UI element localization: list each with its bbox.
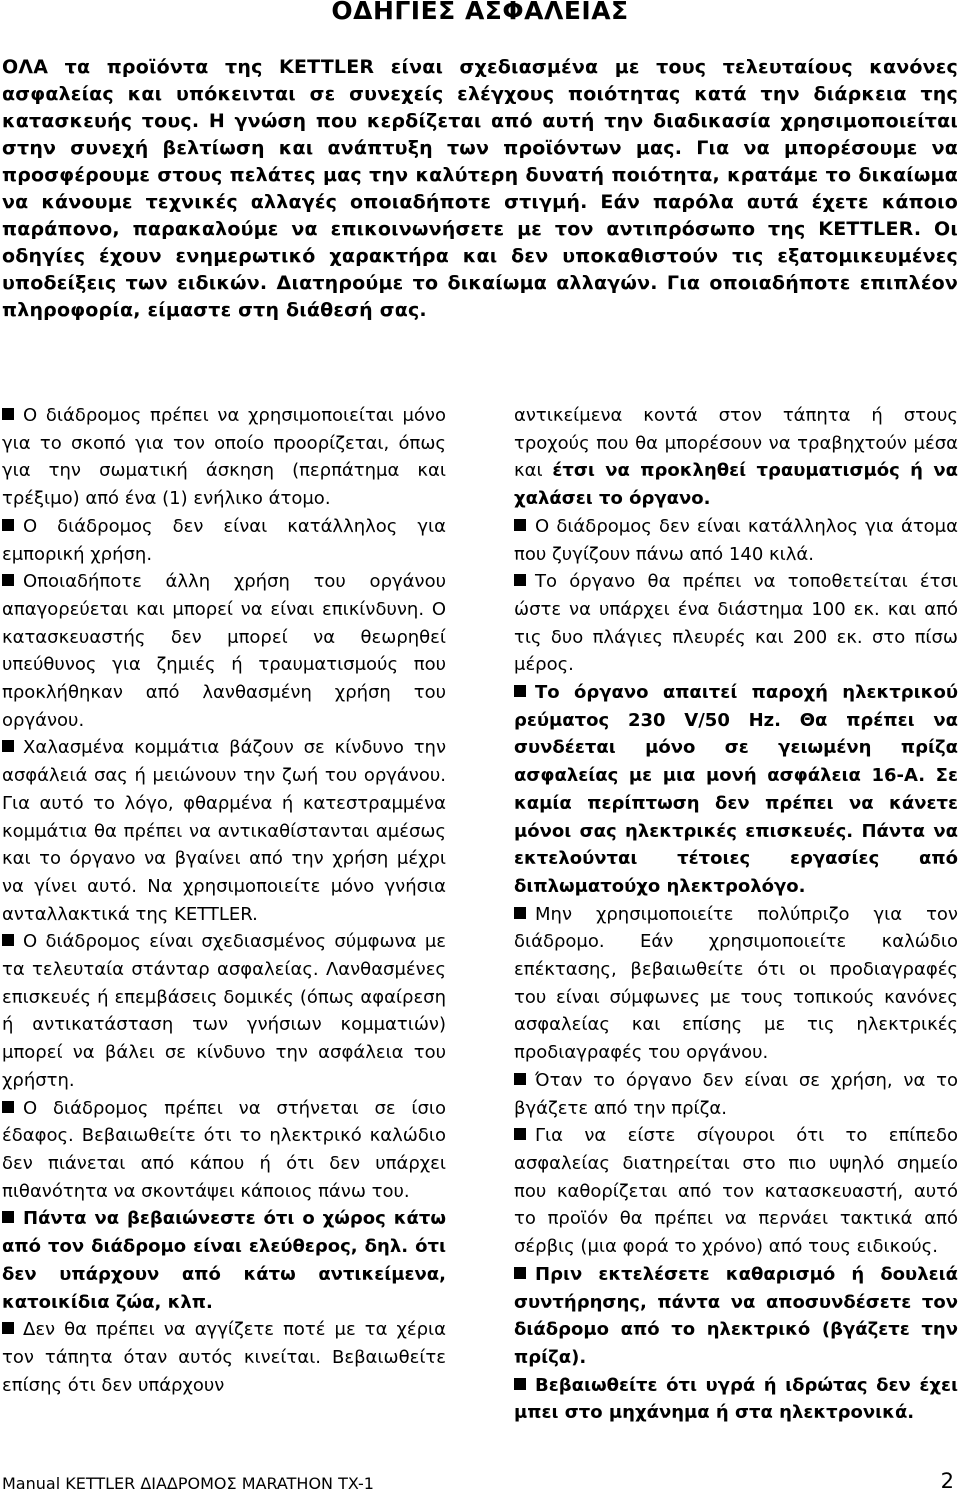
safety-item-bold-text: Το όργανο απαιτεί παροχή ηλεκτρικού ρεύματος 230 V/50 Hz. Θα πρέπει να συνδέεται μόνο σε γειωμένη πρίζα ασφαλείας με μια μονή ασφάλεια 16-A. Σε καμία περίπτωση δεν πρέπει να κάνετε μόνοι σας ηλεκτρικές επισκευές. Πάντα να εκτελούνται τέτοιες εργασίες από διπλωματούχο ηλεκτρολόγο. [514, 682, 958, 897]
safety-item [2, 1095, 446, 1206]
safety-item-text: Μην χρησιμοποιείτε πολύπριζο για τον διάδρομο. Εάν χρησιμοποιείτε καλώδιο επέκτασης, βεβαιωθείτε ότι οι προδιαγραφές του είναι σύμφωνες με τους τοπικούς κανόνες ασφαλείας και επίσης με τις ηλεκτρικές προδιαγραφές του οργάνου. [514, 903, 958, 1064]
safety-item [2, 568, 446, 734]
square-bullet-icon [514, 519, 526, 531]
page-number: 2 [940, 1469, 954, 1493]
safety-item [2, 1205, 446, 1316]
left-column [2, 402, 446, 1399]
safety-item [514, 1067, 958, 1122]
square-bullet-icon [2, 1101, 14, 1113]
safety-item [514, 513, 958, 568]
safety-item [514, 568, 958, 679]
safety-item [514, 679, 958, 901]
square-bullet-icon [514, 1128, 526, 1140]
square-bullet-icon [514, 1378, 526, 1390]
safety-item [514, 1122, 958, 1261]
safety-item [514, 1372, 958, 1427]
square-bullet-icon [514, 574, 526, 586]
square-bullet-icon [2, 519, 14, 531]
intro-paragraph: ΟΛΑ τα προϊόντα της KETTLER είναι σχεδιασμένα με τους τελευταίους κανόνες ασφαλείας και υπόκεινται σε συνεχείς ελέγχους ποιότητας κατά την διάρκεια της κατασκευής τους. Η γνώση που κερδίζεται από αυτή την διαδικασία χρησιμοποιείται στην συνεχή βελτίωση και ανάπτυξη των προϊόντων μας. Για να μπορέσουμε να προσφέρουμε στους πελάτες μας την καλύτερη δυνατή ποιότητα, κρατάμε το δικαίωμα να κάνουμε τεχνικές αλλαγές οποιαδήποτε στιγμή. Εάν παρόλα αυτά έχετε κάποιο παράπονο, παρακαλούμε να επικοινωνήσετε με τον αντιπρόσωπο της KETTLER. Οι οδηγίες έχουν ενημερωτικό χαρακτήρα και δεν υποκαθιστούν τις εξατομικευμένες υποδείξεις των ειδικών. Διατηρούμε το δικαίωμα αλλαγών. Για οποιαδήποτε επιπλέον πληροφορία, είμαστε στη διάθεσή σας. [2, 56, 958, 321]
right-column [514, 402, 958, 1427]
safety-item [2, 734, 446, 928]
safety-item [2, 402, 446, 513]
safety-item [514, 1261, 958, 1372]
safety-item-text: Δεν θα πρέπει να αγγίζετε ποτέ με τα χέρια τον τάπητα όταν αυτός κινείται. Βεβαιωθείτε επίσης ότι δεν υπάρχουν [2, 1319, 446, 1396]
safety-item-text: Ο διάδρομος πρέπει να χρησιμοποιείται μόνο για το σκοπό για τον οποίο προορίζεται, όπως για την σωματική άσκηση (περπάτημα και τρέξιμο) από ένα (1) ενήλικο άτομο. [2, 405, 446, 510]
square-bullet-icon [2, 934, 14, 946]
safety-item [514, 402, 958, 513]
safety-item-text: Οποιαδήποτε άλλη χρήση του οργάνου απαγορεύεται και μπορεί να είναι επικίνδυνη. Ο κατασκευαστής δεν μπορεί να θεωρηθεί υπεύθυνος για ζημιές ή τραυματισμούς που προκλήθηκαν από λανθασμένη χρήση του οργάνου. [2, 571, 446, 731]
square-bullet-icon [2, 1211, 14, 1223]
safety-item [514, 901, 958, 1067]
safety-item-text: Ο διάδρομος πρέπει να στήνεται σε ίσιο έδαφος. Βεβαιωθείτε ότι το ηλεκτρικό καλώδιο δεν πιάνεται από κάπου ή ότι δεν υπάρχει πιθανότητα να σκοντάψει κάποιος πάνω του. [2, 1097, 446, 1202]
square-bullet-icon [2, 740, 14, 752]
safety-item-text: Ο διάδρομος δεν είναι κατάλληλος για εμπορική χρήση. [2, 515, 446, 565]
safety-item-bold-text: έτσι να προκληθεί τραυματισμός ή να χαλάσει το όργανο. [514, 460, 958, 510]
safety-item-text: Ο διάδρομος είναι σχεδιασμένος σύμφωνα με τα τελευταία στάνταρ ασφαλείας. Λανθασμένες επισκευές ή επεμβάσεις δομικές (όπως αφαίρεση ή αντικατάσταση των γνήσιων κομματιών) μπορεί να βάλει σε κίνδυνο την ασφάλεια του χρήστη. [2, 931, 446, 1091]
safety-item-bold-text: Βεβαιωθείτε ότι υγρά ή ιδρώτας δεν έχει μπει στο μηχάνημα ή στα ηλεκτρονικά. [514, 1374, 958, 1424]
safety-item-text: Το όργανο θα πρέπει να τοποθετείται έτσι ώστε να υπάρχει ένα διάστημα 100 εκ. και από τις δυο πλάγιες πλευρές και 200 εκ. στο πίσω μέρος. [514, 571, 958, 676]
safety-item-text: Ο διάδρομος δεν είναι κατάλληλος για άτομα που ζυγίζουν πάνω από 140 κιλά. [514, 515, 958, 565]
square-bullet-icon [2, 1322, 14, 1334]
safety-item [2, 513, 446, 568]
page-title: ΟΔΗΓΙΕΣ ΑΣΦΑΛΕΙΑΣ [331, 0, 629, 25]
safety-item-text: αντικείμενα κοντά στον τάπητα ή στους τροχούς που θα μπορέσουν να τραβηχτούν μέσα και [514, 405, 958, 482]
safety-item-text: Χαλασμένα κομμάτια βάζουν σε κίνδυνο την ασφάλειά σας ή μειώνουν την ζωή του οργάνου. Για αυτό το λόγο, φθαρμένα ή κατεστραμμένα κομμάτια θα πρέπει να αντικαθίστανται αμέσως και το όργανο να βγαίνει από την χρήση μέχρι να γίνει αυτό. Να χρησιμοποιείτε μόνο γνήσια ανταλλακτικά της KETTLER. [2, 737, 446, 925]
safety-item [2, 1316, 446, 1399]
square-bullet-icon [2, 574, 14, 586]
square-bullet-icon [2, 408, 14, 420]
square-bullet-icon [514, 1267, 526, 1279]
safety-item-text: Όταν το όργανο δεν είναι σε χρήση, να το βγάζετε από την πρίζα. [514, 1069, 958, 1119]
footer-label: Manual KETTLER ΔΙΑΔΡΟΜΟΣ MARATHON TX-1 [2, 1474, 374, 1493]
safety-item-bold-text: Πριν εκτελέσετε καθαρισμό ή δουλειά συντήρησης, πάντα να αποσυνδέσετε τον διάδρομο από το ηλεκτρικό (βγάζετε την πρίζα). [514, 1263, 958, 1368]
safety-item [2, 928, 446, 1094]
square-bullet-icon [514, 1073, 526, 1085]
square-bullet-icon [514, 685, 526, 697]
square-bullet-icon [514, 907, 526, 919]
safety-item-text: Για να είστε σίγουροι ότι το επίπεδο ασφαλείας διατηρείται στο πιο υψηλό σημείο που καθορίζεται από τον κατασκευαστή, αυτό το προϊόν θα πρέπει να περνάει τακτικά από σέρβις (μια φορά το χρόνο) από τους ειδικούς. [514, 1125, 958, 1258]
safety-item-bold-text: Πάντα να βεβαιώνεστε ότι ο χώρος κάτω από τον διάδρομο είναι ελεύθερος, δηλ. ότι δεν υπάρχουν από κάτω αντικείμενα, κατοικίδια ζώα, κλπ. [2, 1208, 446, 1313]
